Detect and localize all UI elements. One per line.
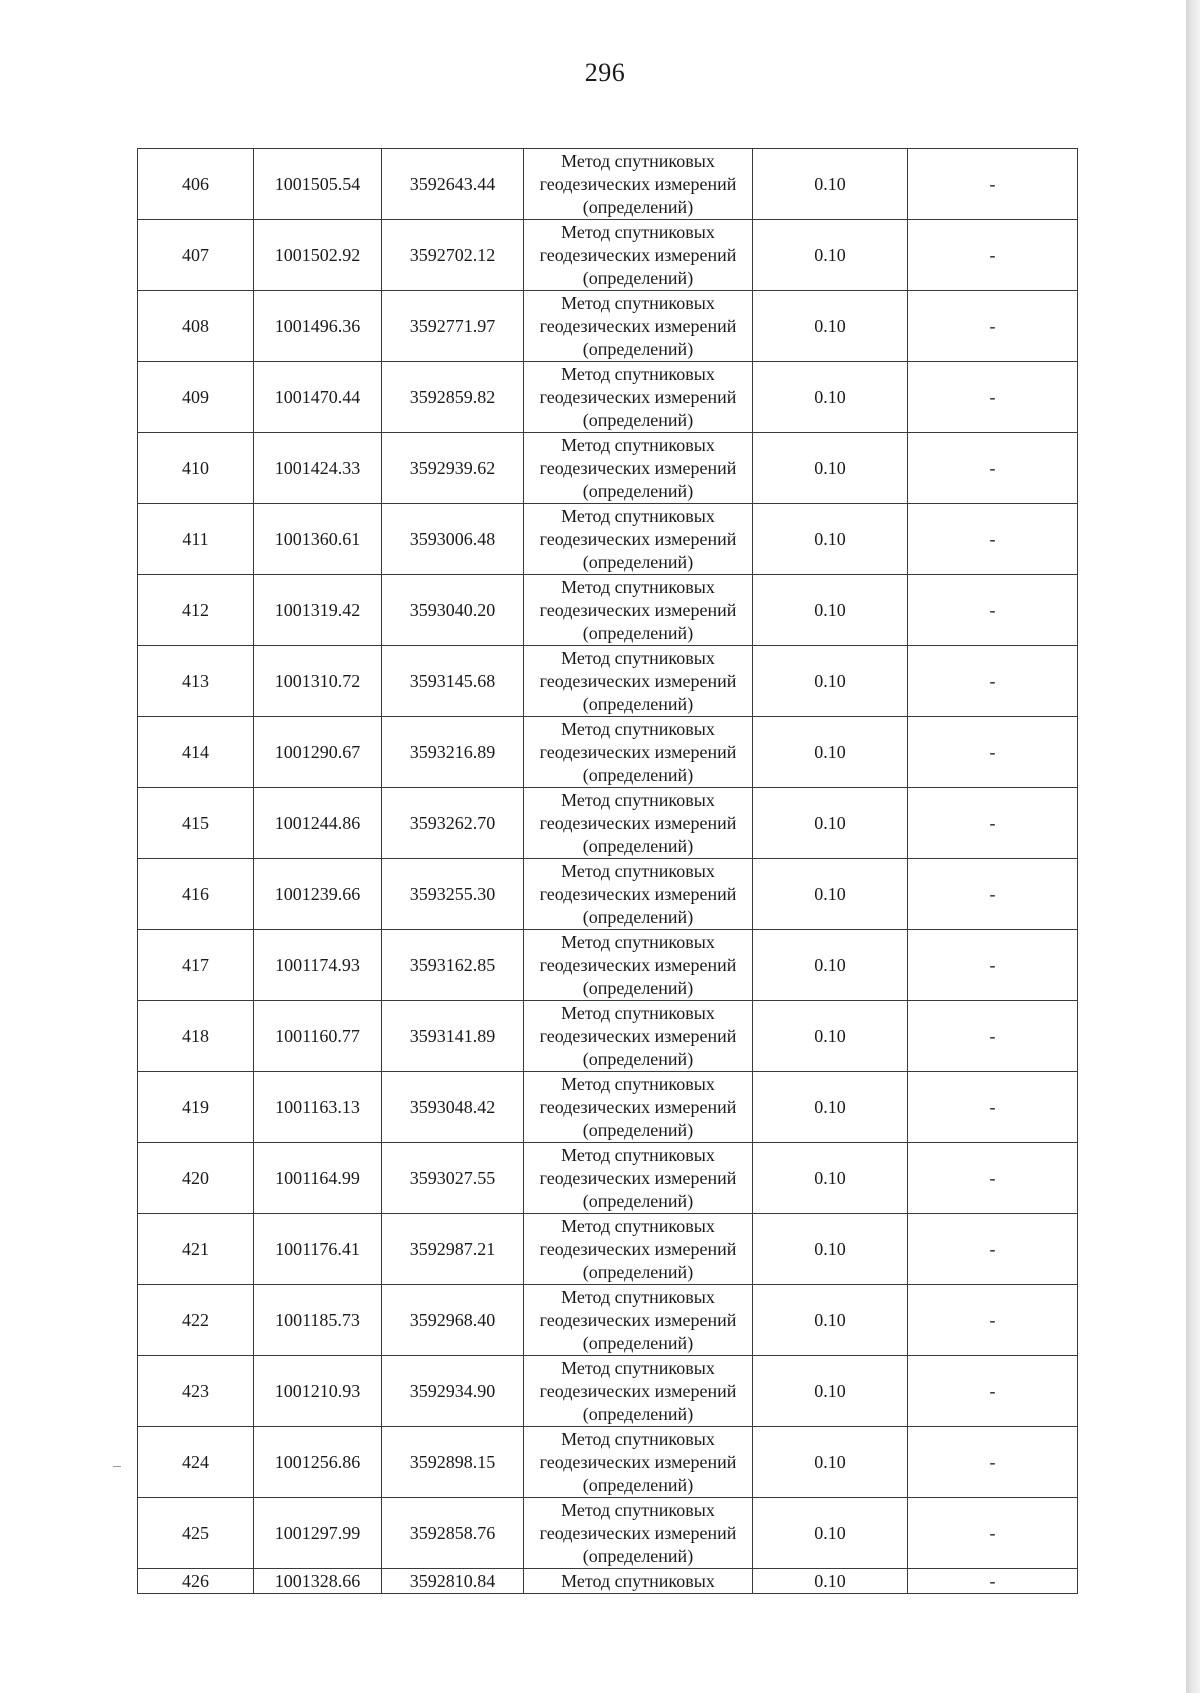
method-line: Метод спутниковых (561, 647, 715, 668)
method-line: геодезических измерений (539, 741, 737, 762)
point-number-cell: 419 (138, 1072, 254, 1143)
x-coordinate-cell: 1001239.66 (254, 859, 382, 930)
table-row (138, 646, 1078, 717)
method-line: (определений) (582, 1190, 694, 1211)
method-line: геодезических измерений (539, 244, 737, 265)
note-cell: - (908, 220, 1078, 291)
method-cell (524, 1143, 753, 1214)
table-row (138, 1143, 1078, 1214)
note-cell: - (908, 717, 1078, 788)
method-line: Метод спутниковых (561, 434, 715, 455)
coordinates-table-body (138, 149, 1078, 1594)
method-line: Метод спутниковых (561, 221, 715, 242)
note-cell: - (908, 1356, 1078, 1427)
method-cell (524, 717, 753, 788)
method-line: Метод спутниковых (561, 1215, 715, 1236)
method-line: геодезических измерений (539, 1309, 737, 1330)
table-row (138, 788, 1078, 859)
method-cell (524, 646, 753, 717)
note-cell: - (908, 575, 1078, 646)
table-row (138, 291, 1078, 362)
table-row (138, 1285, 1078, 1356)
point-number-cell: 421 (138, 1214, 254, 1285)
y-coordinate-cell: 3592939.62 (382, 433, 524, 504)
method-line: геодезических измерений (539, 954, 737, 975)
y-coordinate-cell: 3592987.21 (382, 1214, 524, 1285)
x-coordinate-cell: 1001502.92 (254, 220, 382, 291)
point-number-cell: 417 (138, 930, 254, 1001)
method-line: геодезических измерений (539, 1522, 737, 1543)
method-line: (определений) (582, 409, 694, 430)
x-coordinate-cell: 1001328.66 (254, 1569, 382, 1594)
method-line: (определений) (582, 1332, 694, 1353)
x-coordinate-cell: 1001505.54 (254, 149, 382, 220)
coordinates-table (137, 148, 1078, 1594)
accuracy-cell: 0.10 (753, 930, 908, 1001)
point-number-cell: 418 (138, 1001, 254, 1072)
y-coordinate-cell: 3592810.84 (382, 1569, 524, 1594)
method-line: геодезических измерений (539, 1380, 737, 1401)
point-number-cell: 425 (138, 1498, 254, 1569)
table-row (138, 220, 1078, 291)
method-cell (524, 504, 753, 575)
table-row (138, 1427, 1078, 1498)
method-line: Метод спутниковых (561, 1002, 715, 1023)
note-cell: - (908, 1285, 1078, 1356)
note-cell: - (908, 788, 1078, 859)
table-row (138, 717, 1078, 788)
method-line: Метод спутниковых (561, 789, 715, 810)
point-number-cell: 408 (138, 291, 254, 362)
method-line: геодезических измерений (539, 1096, 737, 1117)
method-cell (524, 1001, 753, 1072)
method-line: Метод спутниковых (561, 363, 715, 384)
point-number-cell: 424 (138, 1427, 254, 1498)
method-line: геодезических измерений (539, 173, 737, 194)
accuracy-cell: 0.10 (753, 859, 908, 930)
x-coordinate-cell: 1001163.13 (254, 1072, 382, 1143)
method-cell (524, 575, 753, 646)
method-line: Метод спутниковых (561, 1286, 715, 1307)
note-cell: - (908, 859, 1078, 930)
x-coordinate-cell: 1001319.42 (254, 575, 382, 646)
method-cell (524, 433, 753, 504)
method-line: геодезических измерений (539, 883, 737, 904)
y-coordinate-cell: 3593255.30 (382, 859, 524, 930)
method-line: (определений) (582, 338, 694, 359)
method-line: (определений) (582, 977, 694, 998)
x-coordinate-cell: 1001185.73 (254, 1285, 382, 1356)
x-coordinate-cell: 1001174.93 (254, 930, 382, 1001)
x-coordinate-cell: 1001470.44 (254, 362, 382, 433)
x-coordinate-cell: 1001256.86 (254, 1427, 382, 1498)
table-row (138, 1356, 1078, 1427)
method-line: геодезических измерений (539, 599, 737, 620)
method-cell (524, 930, 753, 1001)
note-cell: - (908, 149, 1078, 220)
x-coordinate-cell: 1001244.86 (254, 788, 382, 859)
method-line: Метод спутниковых (561, 718, 715, 739)
accuracy-cell: 0.10 (753, 504, 908, 575)
table-row (138, 1214, 1078, 1285)
table-row (138, 1001, 1078, 1072)
method-cell (524, 1356, 753, 1427)
method-line: Метод спутниковых (561, 576, 715, 597)
method-line: геодезических измерений (539, 528, 737, 549)
method-line: (определений) (582, 1048, 694, 1069)
method-line: (определений) (582, 480, 694, 501)
note-cell: - (908, 1001, 1078, 1072)
method-line: (определений) (582, 1119, 694, 1140)
point-number-cell: 407 (138, 220, 254, 291)
method-line: геодезических измерений (539, 457, 737, 478)
accuracy-cell: 0.10 (753, 646, 908, 717)
method-line: геодезических измерений (539, 315, 737, 336)
y-coordinate-cell: 3592702.12 (382, 220, 524, 291)
y-coordinate-cell: 3593162.85 (382, 930, 524, 1001)
x-coordinate-cell: 1001297.99 (254, 1498, 382, 1569)
note-cell: - (908, 1214, 1078, 1285)
accuracy-cell: 0.10 (753, 788, 908, 859)
accuracy-cell: 0.10 (753, 362, 908, 433)
accuracy-cell: 0.10 (753, 575, 908, 646)
scan-edge-shadow (1186, 0, 1200, 1693)
table-row (138, 1498, 1078, 1569)
accuracy-cell: 0.10 (753, 717, 908, 788)
x-coordinate-cell: 1001176.41 (254, 1214, 382, 1285)
table-row (138, 930, 1078, 1001)
scan-mark (113, 1466, 121, 1467)
method-line: Метод спутниковых (561, 1571, 715, 1591)
accuracy-cell: 0.10 (753, 1427, 908, 1498)
y-coordinate-cell: 3592934.90 (382, 1356, 524, 1427)
method-line: (определений) (582, 906, 694, 927)
x-coordinate-cell: 1001210.93 (254, 1356, 382, 1427)
table-row (138, 1569, 1078, 1594)
point-number-cell: 426 (138, 1569, 254, 1594)
table-row (138, 504, 1078, 575)
method-line: Метод спутниковых (561, 150, 715, 171)
method-line: (определений) (582, 1261, 694, 1282)
x-coordinate-cell: 1001496.36 (254, 291, 382, 362)
page-number: 296 (584, 58, 626, 87)
accuracy-cell: 0.10 (753, 1356, 908, 1427)
y-coordinate-cell: 3592968.40 (382, 1285, 524, 1356)
x-coordinate-cell: 1001360.61 (254, 504, 382, 575)
note-cell: - (908, 1143, 1078, 1214)
accuracy-cell: 0.10 (753, 1569, 908, 1594)
point-number-cell: 416 (138, 859, 254, 930)
y-coordinate-cell: 3592898.15 (382, 1427, 524, 1498)
method-line: (определений) (582, 1403, 694, 1424)
point-number-cell: 413 (138, 646, 254, 717)
method-line: (определений) (582, 267, 694, 288)
x-coordinate-cell: 1001290.67 (254, 717, 382, 788)
method-cell (524, 859, 753, 930)
point-number-cell: 412 (138, 575, 254, 646)
method-line: (определений) (582, 196, 694, 217)
point-number-cell: 409 (138, 362, 254, 433)
note-cell: - (908, 433, 1078, 504)
y-coordinate-cell: 3593141.89 (382, 1001, 524, 1072)
method-line: Метод спутниковых (561, 1428, 715, 1449)
point-number-cell: 410 (138, 433, 254, 504)
table-row (138, 149, 1078, 220)
method-cell (524, 1569, 753, 1594)
note-cell: - (908, 504, 1078, 575)
accuracy-cell: 0.10 (753, 1001, 908, 1072)
accuracy-cell: 0.10 (753, 1143, 908, 1214)
table-row (138, 575, 1078, 646)
method-line: (определений) (582, 622, 694, 643)
method-cell (524, 1285, 753, 1356)
method-cell (524, 1498, 753, 1569)
note-cell: - (908, 362, 1078, 433)
note-cell: - (908, 291, 1078, 362)
note-cell: - (908, 1072, 1078, 1143)
method-cell (524, 291, 753, 362)
method-cell (524, 220, 753, 291)
note-cell: - (908, 1569, 1078, 1594)
point-number-cell: 420 (138, 1143, 254, 1214)
method-line: Метод спутниковых (561, 1144, 715, 1165)
method-line: (определений) (582, 551, 694, 572)
y-coordinate-cell: 3592859.82 (382, 362, 524, 433)
note-cell: - (908, 1427, 1078, 1498)
point-number-cell: 406 (138, 149, 254, 220)
point-number-cell: 414 (138, 717, 254, 788)
x-coordinate-cell: 1001160.77 (254, 1001, 382, 1072)
table-row (138, 859, 1078, 930)
y-coordinate-cell: 3593048.42 (382, 1072, 524, 1143)
x-coordinate-cell: 1001424.33 (254, 433, 382, 504)
accuracy-cell: 0.10 (753, 1285, 908, 1356)
method-line: геодезических измерений (539, 1238, 737, 1259)
point-number-cell: 415 (138, 788, 254, 859)
accuracy-cell: 0.10 (753, 291, 908, 362)
method-cell (524, 788, 753, 859)
point-number-cell: 422 (138, 1285, 254, 1356)
method-cell (524, 1072, 753, 1143)
y-coordinate-cell: 3593040.20 (382, 575, 524, 646)
method-line: Метод спутниковых (561, 1499, 715, 1520)
table-row (138, 433, 1078, 504)
note-cell: - (908, 930, 1078, 1001)
x-coordinate-cell: 1001164.99 (254, 1143, 382, 1214)
method-line: геодезических измерений (539, 386, 737, 407)
method-line: геодезических измерений (539, 1025, 737, 1046)
method-cell (524, 1427, 753, 1498)
accuracy-cell: 0.10 (753, 1214, 908, 1285)
point-number-cell: 423 (138, 1356, 254, 1427)
table-row (138, 1072, 1078, 1143)
y-coordinate-cell: 3593006.48 (382, 504, 524, 575)
method-line: Метод спутниковых (561, 505, 715, 526)
method-line: (определений) (582, 1545, 694, 1566)
method-line: (определений) (582, 1474, 694, 1495)
x-coordinate-cell: 1001310.72 (254, 646, 382, 717)
method-line: Метод спутниковых (561, 292, 715, 313)
method-line: Метод спутниковых (561, 1073, 715, 1094)
y-coordinate-cell: 3593145.68 (382, 646, 524, 717)
method-line: геодезических измерений (539, 812, 737, 833)
y-coordinate-cell: 3593216.89 (382, 717, 524, 788)
accuracy-cell: 0.10 (753, 1498, 908, 1569)
method-line: (определений) (582, 835, 694, 856)
y-coordinate-cell: 3593262.70 (382, 788, 524, 859)
table-row (138, 362, 1078, 433)
method-line: Метод спутниковых (561, 860, 715, 881)
y-coordinate-cell: 3592771.97 (382, 291, 524, 362)
method-line: Метод спутниковых (561, 931, 715, 952)
method-line: геодезических измерений (539, 1451, 737, 1472)
method-line: Метод спутниковых (561, 1357, 715, 1378)
method-line: (определений) (582, 693, 694, 714)
accuracy-cell: 0.10 (753, 149, 908, 220)
method-line: геодезических измерений (539, 1167, 737, 1188)
method-cell (524, 1214, 753, 1285)
accuracy-cell: 0.10 (753, 1072, 908, 1143)
point-number-cell: 411 (138, 504, 254, 575)
y-coordinate-cell: 3592643.44 (382, 149, 524, 220)
note-cell: - (908, 646, 1078, 717)
method-line: (определений) (582, 764, 694, 785)
method-cell (524, 149, 753, 220)
method-line: геодезических измерений (539, 670, 737, 691)
accuracy-cell: 0.10 (753, 220, 908, 291)
y-coordinate-cell: 3593027.55 (382, 1143, 524, 1214)
accuracy-cell: 0.10 (753, 433, 908, 504)
method-cell (524, 362, 753, 433)
note-cell: - (908, 1498, 1078, 1569)
y-coordinate-cell: 3592858.76 (382, 1498, 524, 1569)
